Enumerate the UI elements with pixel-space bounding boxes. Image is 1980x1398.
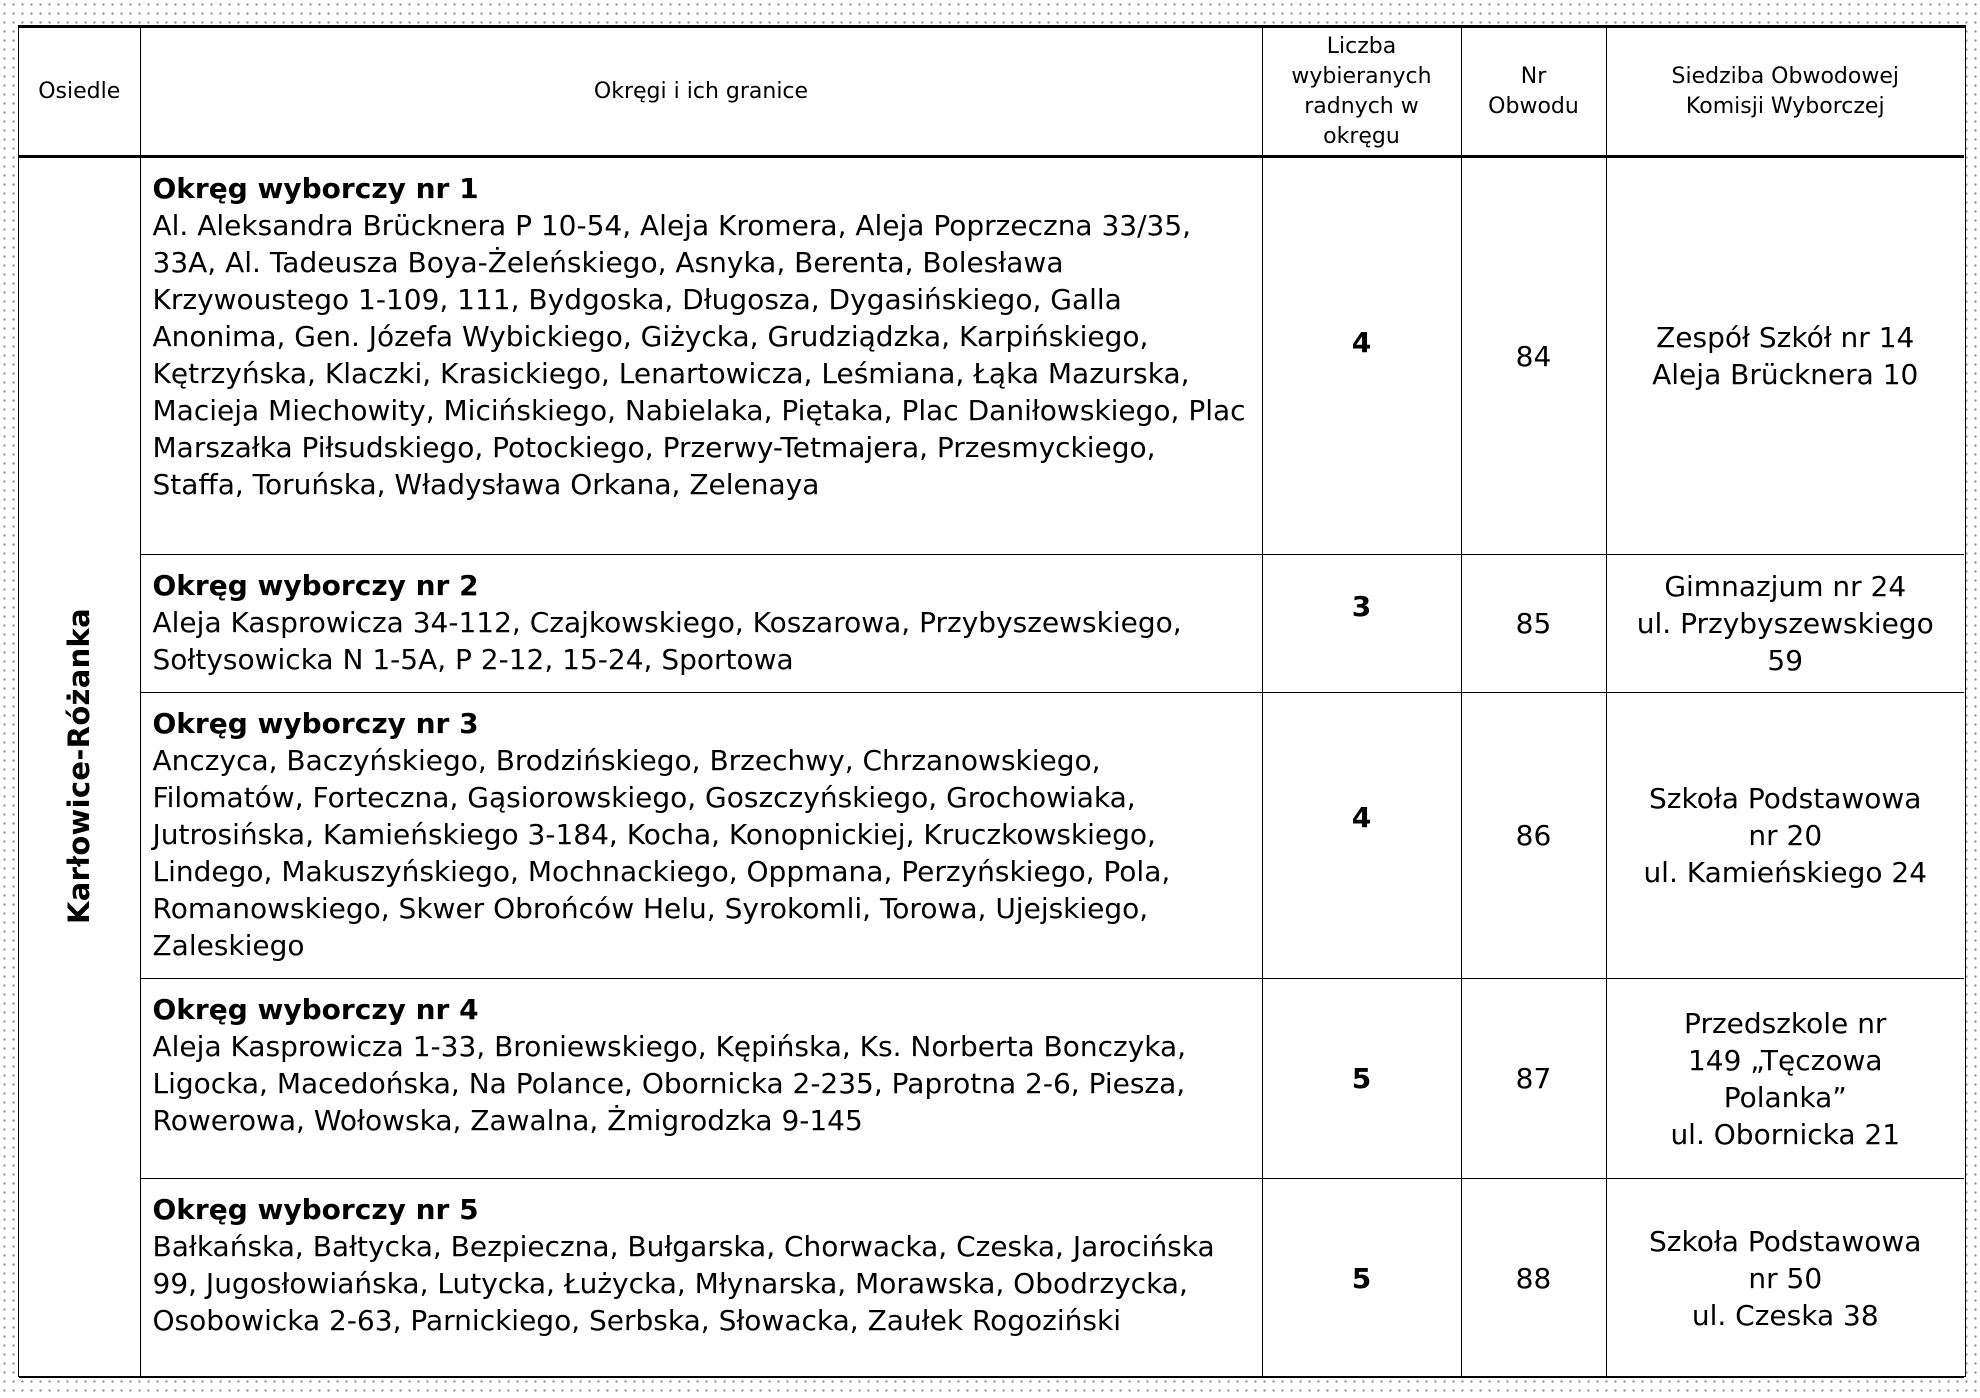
district-cell <box>140 157 1262 555</box>
commission-seat-line: Aleja Brücknera 10 <box>1652 358 1919 391</box>
seats-value: 4 <box>1351 801 1372 834</box>
commission-seat <box>1606 555 1964 693</box>
commission-seat <box>1606 1179 1964 1378</box>
election-districts-sheet <box>18 25 1966 1377</box>
commission-seat-line: Polanka” <box>1723 1080 1847 1114</box>
district-cell <box>140 979 1262 1179</box>
seats-count <box>1262 979 1461 1179</box>
commission-seat <box>1606 693 1964 979</box>
header-siedziba: Siedziba Obwodowej Komisji Wyborczej <box>1606 28 1964 157</box>
district-cell <box>140 693 1262 979</box>
seats-value: 5 <box>1351 1062 1372 1095</box>
commission-seat-line: Przedszkole nr <box>1684 1006 1887 1040</box>
commission-seat-line: ul. Przybyszewskiego <box>1636 607 1934 640</box>
table-row <box>19 979 1964 1179</box>
obwod-number: 84 <box>1461 157 1606 555</box>
table-row <box>19 157 1964 555</box>
district-title: Okręg wyborczy nr 5 <box>152 1193 479 1226</box>
seats-count <box>1262 157 1461 555</box>
header-row <box>19 28 1964 157</box>
commission-seat-line: 149 „Tęczowa <box>1687 1043 1883 1077</box>
seats-value: 3 <box>1351 590 1372 623</box>
seats-count <box>1262 1179 1461 1378</box>
district-streets: Aleja Kasprowicza 1-33, Broniewskiego, Kępińska, Ks. Norberta Bonczyka, Ligocka, Macedońska, Na Polance, Obornicka 2-235, Paprotna 2-6, Piesza, Rowerowa, Wołowska, Zawalna, Żmigrodzka 9-145 <box>152 1030 1187 1137</box>
table-row <box>19 693 1964 979</box>
header-okregi: Okręgi i ich granice <box>140 28 1262 157</box>
commission-seat-line: nr 20 <box>1748 819 1823 852</box>
commission-seat <box>1606 979 1964 1179</box>
table-row <box>19 555 1964 693</box>
header-liczba: Liczba wybieranych radnych w okręgu <box>1262 28 1461 157</box>
osiedle-name: Karłowice-Różanka <box>62 607 97 924</box>
commission-seat-line: ul. Czeska 38 <box>1691 1298 1879 1332</box>
commission-seat-line: Szkoła Podstawowa <box>1649 1224 1922 1258</box>
districts-table <box>19 28 1964 1378</box>
district-title: Okręg wyborczy nr 4 <box>152 993 479 1026</box>
osiedle-cell <box>19 157 140 1378</box>
commission-seat-line: Zespół Szkół nr 14 <box>1656 321 1915 354</box>
commission-seat-line: 59 <box>1767 644 1804 677</box>
district-cell <box>140 555 1262 693</box>
seats-count <box>1262 693 1461 979</box>
district-streets: Anczyca, Baczyńskiego, Brodzińskiego, Brzechwy, Chrzanowskiego, Filomatów, Forteczna, Gąsiorowskiego, Goszczyńskiego, Grochowiaka, Jutrosińska, Kamieńskiego 3-184, Kocha, Konopnickiej, Kruczkowskiego, Lindego, Makuszyńskiego, Mochnackiego, Oppmana, Perzyńskiego, Pola, Romanowskiego, Skwer Obrońców Helu, Syrokomli, Torowa, Ujejskiego, Zaleskiego <box>152 744 1171 962</box>
commission-seat-line: Szkoła Podstawowa <box>1649 782 1922 815</box>
district-streets: Aleja Kasprowicza 34-112, Czajkowskiego, Koszarowa, Przybyszewskiego, Sołtysowicka N 1-5A, P 2-12, 15-24, Sportowa <box>152 606 1182 676</box>
obwod-number: 86 <box>1461 693 1606 979</box>
seats-value: 5 <box>1351 1261 1372 1295</box>
district-cell <box>140 1179 1262 1378</box>
commission-seat-line: Gimnazjum nr 24 <box>1664 570 1907 603</box>
district-streets: Al. Aleksandra Brücknera P 10-54, Aleja Kromera, Aleja Poprzeczna 33/35, 33A, Al. Tadeusza Boya-Żeleńskiego, Asnyka, Berenta, Bolesława Krzywoustego 1-109, 111, Bydgoska, Długosza, Dygasińskiego, Galla Anonima, Gen. Józefa Wybickiego, Giżycka, Grudziądzka, Karpińskiego, Kętrzyńska, Klaczki, Krasickiego, Lenartowicza, Leśmiana, Łąka Mazurska, Macieja Miechowity, Micińskiego, Nabielaka, Piętaka, Plac Daniłowskiego, Plac Marszałka Piłsudskiego, Potockiego, Przerwy-Tetmajera, Przesmyckiego, Staffa, Toruńska, Władysława Orkana, Zelenaya <box>152 209 1246 501</box>
obwod-number: 85 <box>1461 555 1606 693</box>
obwod-number: 87 <box>1461 979 1606 1179</box>
seats-count <box>1262 555 1461 693</box>
commission-seat-line: ul. Kamieńskiego 24 <box>1643 856 1928 889</box>
district-title: Okręg wyborczy nr 3 <box>152 707 479 740</box>
header-osiedle: Osiedle <box>19 28 140 157</box>
district-streets: Bałkańska, Bałtycka, Bezpieczna, Bułgarska, Chorwacka, Czeska, Jarocińska 99, Jugosłowiańska, Lutycka, Łużycka, Młynarska, Morawska, Obodrzycka, Osobowicka 2-63, Parnickiego, Serbska, Słowacka, Zaułek Rogoziński <box>152 1230 1215 1337</box>
commission-seat-line: nr 50 <box>1748 1261 1823 1295</box>
commission-seat-line: ul. Obornicka 21 <box>1670 1117 1901 1151</box>
header-nr-obwodu: Nr Obwodu <box>1461 28 1606 157</box>
seats-value: 4 <box>1351 325 1372 359</box>
table-row <box>19 1179 1964 1378</box>
commission-seat <box>1606 157 1964 555</box>
district-title: Okręg wyborczy nr 1 <box>152 172 479 205</box>
district-title: Okręg wyborczy nr 2 <box>152 569 479 602</box>
obwod-number: 88 <box>1461 1179 1606 1378</box>
